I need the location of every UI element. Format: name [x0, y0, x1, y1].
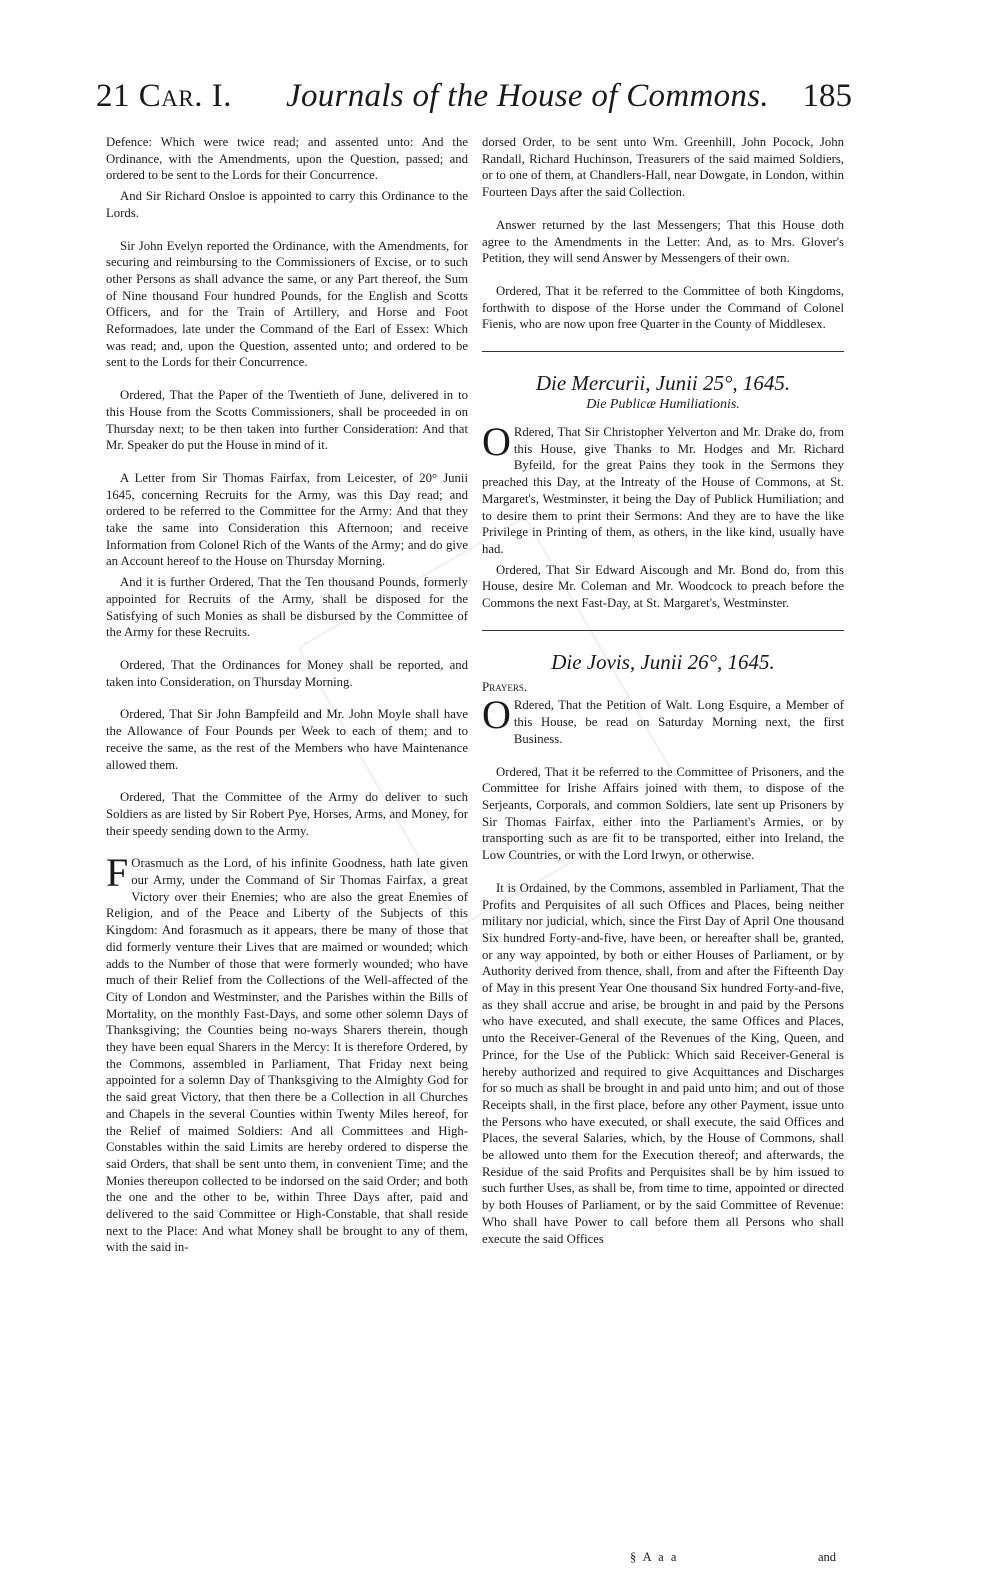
paragraph: Ordered, That Sir John Bampfeild and Mr. John Moyle shall have the Allowance of Four Pounds per Week to each of them; and to receive the same, as the rest of the Members who have Maintenance allowed them. — [106, 707, 468, 772]
paragraph: Ordered, That it be referred to the Committee of Prisoners, and the Committee for Irishe Affairs joined with them, to dispose of the Serjeants, Corporals, and common Soldiers, late sent up Prisoners by Sir Thomas Fairfax, either into the Parliament's Armies, or by transporting such as are fit to be transported, either into Ireland, the Low Countries, or with the Lord Irwyn, or otherwise. — [482, 764, 844, 863]
signature-mark: § A a a — [630, 1550, 679, 1564]
section-divider — [482, 351, 844, 352]
running-title: Journals of the House of Commons. — [286, 78, 769, 114]
ordinance-paragraph — [106, 850, 468, 1256]
date-heading: Die Jovis, Junii 26°, 1645. — [551, 649, 775, 674]
drop-capital: F — [106, 850, 129, 896]
paragraph: A Letter from Sir Thomas Fairfax, from Leicester, of 20° Junii 1645, concerning Recruits for the Army, was this Day read; and ordered to be referred to the Committee for the Army: And that they take the same into Consideration this Afternoon; and receive Information from Colonel Rich of the Wants of the Army; and do give an Account hereof to the House on Thursday Morning. — [106, 470, 468, 569]
prayers-label: Prayers. — [482, 678, 528, 694]
paragraph: Defence: Which were twice read; and assented unto: And the Ordinance, with the Amendments, upon the Question, passed; and ordered to be sent to the Lords for their Concurrence. — [106, 135, 468, 183]
paragraph: dorsed Order, to be sent unto Wm. Greenhill, John Pocock, John Randall, Richard Huchinson, Treasurers of the said maimed Soldiers, or to one of them, at Chandlers-Hall, near Dowgate, in London, within Fourteen Days after the said Collection. — [482, 135, 844, 200]
paragraph: Sir John Evelyn reported the Ordinance, with the Amendments, for securing and reimbursing to the Commissioners of Excise, or to such other Persons as shall advance the same, or any Part thereof, the Sum of Nine thousand Four hundred Pounds, for the English and Scotts Officers, and for the Train of Artillery, and Horse and Foot Reformadoes, late under the Command of the Earl of Essex: Which was read; and, upon the Question, assented unto; and ordered to be sent to the Lords for their Concurrence. — [106, 238, 468, 370]
paragraph: Ordered, That Sir Edward Aiscough and Mr. Bond do, from this House, desire Mr. Coleman and Mr. Woodcock to preach before the Commons the next Fast-Day, at St. Margaret's, Westminster. — [482, 562, 844, 611]
right-column — [482, 134, 844, 1247]
page-number: 185 — [802, 78, 852, 114]
order-paragraph — [482, 692, 844, 747]
ordinance-text: Orasmuch as the Lord, of his infinite Goodness, hath late given our Army, under the Command of Sir Thomas Fairfax, a great Victory over their Enemies; who are also the great Enemies of Religion, and of the Peace and Liberty of the Subjects of this Kingdom: And forasmuch as it appears, there be many of those that did formerly venture their Lives that are maimed or wounded; which adds to the Number of those that were formerly wounded; who have much of their Relief from the Collections of the Well-affected of the City of London and Westminster, and the Parishes within the Bills of Mortality, on the monthly Fast-Days, and some other solemn Days of Thanksgiving; the Counties being no-ways Sharers therein, though they have been equal Sharers in the Mercy: It is therefore Ordered, by the Commons, assembled in Parliament, That Friday next being appointed for a solemn Day of Thanksgiving to the Almighty God for the said great Victory, that then there be a Collection in all Churches and Chapels in the several Counties within Twenty Miles hereof, for the Relief of maimed Soldiers: And all Committees and High-Constables within the said Limits are hereby ordered to disperse the said Orders, that shall be sent unto them, in convenient Time; and the Monies thereupon collected to be indorsed on the said Order; and both the one and the other to be, within Three Days after, paid and delivered to the said Committee or High-Constable, that shall reside next to the Place: And what Money shall be brought to any of them, with the said in- — [106, 856, 468, 1255]
drop-capital: O — [482, 419, 511, 465]
order-text: Rdered, That Sir Christopher Yelverton and Mr. Drake do, from this House, give Thanks to Mr. Hodges and Mr. Richard Byfeild, for the great Pains they took in the Sermons they preached this Day, at the Intreaty of the House of Commons, at St. Margaret's, Westminster, it being the Day of Publick Humiliation; and to desire them to print their Sermons: And they are to have the like Privilege in Printing of them, as others, in the like kind, usually have had. — [482, 425, 844, 556]
catchword: and — [818, 1550, 837, 1564]
section-divider — [482, 630, 844, 631]
paragraph: Answer returned by the last Messengers; That this House doth agree to the Amendments in the Letter: And, as to Mrs. Glover's Petition, they will send Answer by Messengers of their own. — [482, 217, 844, 266]
paragraph: Ordered, That the Ordinances for Money shall be reported, and taken into Consideration, on Thursday Morning. — [106, 657, 468, 689]
order-paragraph — [482, 419, 844, 558]
left-column — [106, 134, 468, 1256]
paragraph: Ordered, That the Committee of the Army do deliver to such Soldiers as are listed by Sir Robert Pye, Horses, Arms, and Money, for their speedy sending down to the Army. — [106, 790, 468, 838]
order-text: Rdered, That the Petition of Walt. Long Esquire, a Member of this House, be read on Saturday Morning next, the first Business. — [513, 698, 844, 746]
paragraph: Ordered, That it be referred to the Committee of both Kingdoms, forthwith to dispose of the Horse under the Command of Colonel Fienis, who are now upon free Quarter in the County of Middlesex. — [482, 283, 844, 332]
drop-capital: O — [482, 692, 511, 738]
paragraph: And it is further Ordered, That the Ten thousand Pounds, formerly appointed for Recruits of the Army, shall be disposed for the Satisfying of such Monies as shall be disbursed by the Committee of the Army for these Recruits. — [106, 575, 468, 640]
date-subheading: Die Publicæ Humiliationis. — [586, 397, 740, 413]
paragraph: And Sir Richard Onsloe is appointed to carry this Ordinance to the Lords. — [106, 189, 468, 220]
regnal-year: 21 Car. I. — [96, 78, 232, 114]
page-header — [96, 78, 852, 126]
paragraph: Ordered, That the Paper of the Twentieth of June, delivered in to this House from the Scotts Commissioners, shall be proceeded in on Thursday next; to be then taken into further Consideration: And that Mr. Speaker do put the House in mind of it. — [106, 388, 468, 453]
paragraph: It is Ordained, by the Commons, assembled in Parliament, That the Profits and Perquisites of all such Offices and Places, being neither military nor judicial, which, since the First Day of April One thousand Six hundred Forty-and-five, have been, or hereafter shall be, granted, or any way appointed, by both or either Houses of Parliament, or by Authority derived from thence, shall, from and after the Fifteenth Day of May in this present Year One thousand Six hundred Forty-and-five, as they shall accrue and arise, be brought in and paid by the Persons who have executed, and shall execute, the same Offices and Places, unto the Receiver-General of the Revenues of the King, Queen, and Prince, for the Use of the Publick: Which said Receiver-General is hereby authorized and required to give Acquittances and Discharges for so much as shall be brought in and paid unto him; and out of those Receipts shall, in the first place, before any other Payment, issue unto the Persons who have executed, or shall execute, the said Offices and Places, the several Salaries, which, by the House of Commons, shall be allowed unto them for the Execution thereof; and afterwards, the Residue of the said Profits and Perquisites shall be by him issued to such further Uses, as shall be, from time to time, appointed or directed by both Houses of Parliament, or by the said Committee of Revenue: Who shall have Power to call before them all Persons who shall execute the said Offices — [482, 880, 844, 1246]
date-heading: Die Mercurii, Junii 25°, 1645. — [535, 371, 791, 396]
